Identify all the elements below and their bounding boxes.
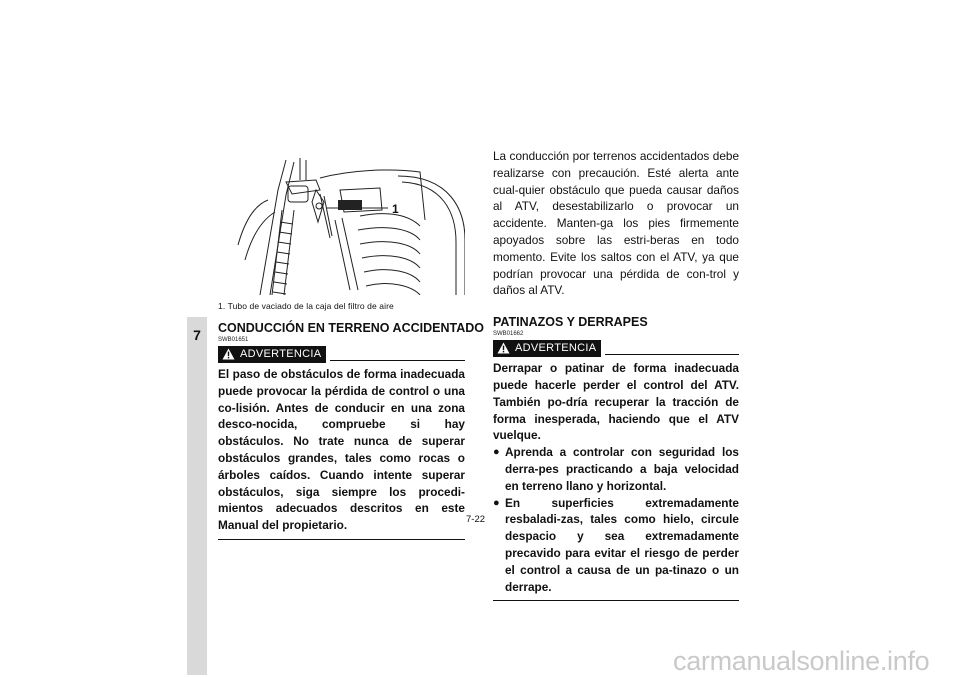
warning-icon [497,342,510,354]
warning-badge [218,346,326,363]
air-filter-drain-illustration [220,150,465,295]
section-code: SWB01651 [218,337,249,343]
warning-end-rule [218,539,465,540]
page-number: 7-22 [466,514,486,525]
warning-rule [605,354,739,355]
bullet-icon: ● [493,446,500,459]
watermark: carmanualsonline.info [673,646,930,676]
figure-callout: 1 [392,202,399,216]
bullet-icon: ● [493,496,500,509]
section-code: SWB01662 [493,331,524,338]
right-column [493,148,739,601]
warning-icon [222,348,235,360]
warning-bullets [493,444,739,595]
figure-illustration [220,150,465,295]
warning-header [218,345,465,363]
section-heading-rough-terrain: CONDUCCIÓN EN TERRENO ACCIDENTADO [218,321,484,335]
chapter-tab [187,317,207,675]
warning-text: El paso de obstáculos de forma inadecuada puede provocar la pérdida de control o una co-lisión. Antes de conducir en una zona desco-nocida, compruebe si hay obstáculos. No trate nunca de superar obstáculos grandes, tales como rocas o árboles caídos. Cuando intente superar obstáculos, siga siempre los procedi-mientos adecuados descritos en este Manual del propietario. [218,367,465,533]
list-item: ● En superficies extremadamente resbaladi-zas, tales como hielo, circule despacio y sea extremadamente precavido para evitar el riesgo de perder el control a causa de un pa-tinazo o un derrape. [493,495,739,594]
warning-badge [493,340,601,357]
warning-end-rule [493,600,739,601]
chapter-number: 7 [193,327,201,343]
figure-caption: 1. Tubo de vaciado de la caja del filtro de aire [218,301,394,311]
warning-rule [330,360,465,361]
warning-label: ADVERTENCIA [240,348,322,360]
warning-label: ADVERTENCIA [515,342,597,355]
warning-header [493,339,739,357]
intro-paragraph: La conducción por terrenos accidentados debe realizarse con precaución. Esté alerta ante cual-quier obstáculo que pueda causar daños al ATV, desestabilizarlo o provocar un accidente. Manten-ga los pies firmemente apoyados sobre las estri-beras en todo momento. Evite los saltos con el ATV, ya que podrían provocar una pérdida de con-trol y daños al ATV. [493,149,739,298]
list-item: ● Aprenda a controlar con seguridad los derra-pes practicando a baja velocidad en terreno llano y horizontal. [493,445,739,493]
section-heading-skids: PATINAZOS Y DERRAPES [493,315,648,330]
warning-text: Derrapar o patinar de forma inadecuada puede hacerle perder el control del ATV. También po-dría recuperar la tracción de forma inesperada, haciendo que el ATV vuelque. [493,361,739,443]
